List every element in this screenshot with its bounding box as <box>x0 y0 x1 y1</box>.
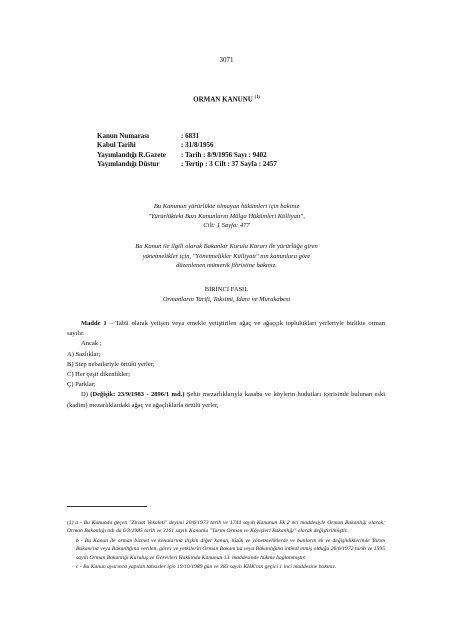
footnote-divider <box>67 506 147 507</box>
note-line: Bu Kanunun yürürlükte olmayan hükümleri için bakınız <box>153 203 300 210</box>
article-1-paragraph <box>67 319 385 339</box>
repealed-provisions-note <box>0 202 453 231</box>
note-line: düzenlenen mümerik fihristine bakınız. <box>176 262 277 270</box>
item-d-text: Şehir mezarlıklarıyla kasaba ve köylerin hudutları içerisinde bulunan eski (kadim) mezarlıklardaki ağaç ve ağaçlıklarla örtülü yerler, <box>67 391 385 409</box>
article-ancak: Ancak ; <box>81 340 102 348</box>
section-header <box>0 285 453 305</box>
meta-value: : Tarih : 8/9/1956 Sayı : 9402 <box>181 150 267 159</box>
meta-key: Kanun Numarası <box>97 132 149 140</box>
footnote-c: c - Bu Kanun uyarınca yapılan tahsisler için 19/10/1989 gün ve 383 sayılı KHK'nin geçici 1 inci maddesine bakınız. <box>76 564 337 571</box>
footnote-b: b - Bu Kanun ile orman bizmet ve konularına ilişkin diğer kanun, tüzük ve yönetmeliklerde ve bunların ek ve değişikliklerinde Tarım Bakanı'na veya Bakanlığına verilen, görev ve yetkilerin Orman Bakanı'na veya Bakanlığına intikal etmiş olduğu 26/6/1972 tarih ve 1595 sayılı Orman Bakanlığı Kuruluş ve Görevleri Hakkında Kanunun 13. maddesinde hükme bağlanmıştır. <box>76 537 385 561</box>
page-number: 3071 <box>219 56 234 64</box>
note-line: Bu Kanun ile ilgili olarak Bakanlar Kurulu Kararı ile yürürlüğe giren <box>135 243 318 250</box>
title-footnote-ref: (1) <box>254 94 260 99</box>
meta-key: Yayımlandığı Düstur <box>97 159 160 168</box>
meta-value: : 31/8/1956 <box>181 141 214 150</box>
meta-value: : 6831 <box>181 132 200 140</box>
law-title-text: ORMAN KANUNU <box>193 95 253 104</box>
footnotes <box>67 519 385 572</box>
item-d-prefix: D) <box>81 391 91 399</box>
note-line: "Yürürlükteki Bazı Kanunların Mülga Hükümleri Külliyatı", <box>148 212 305 220</box>
law-title <box>0 94 453 103</box>
section-heading: BİRİNCİ FASIL <box>204 286 249 293</box>
regulations-note <box>0 242 453 271</box>
list-item: B) Step nebatlariyle örtülü yerler; <box>67 360 155 368</box>
note-line: Cilt: 1 Sayfa: 477 <box>203 222 250 230</box>
list-item: C) Her çeşit dikenlikler; <box>67 371 130 379</box>
amendment-note: (Değişik: 23/9/1983 - 2896/1 md.) <box>90 391 185 399</box>
list-item: Ç) Parklar; <box>67 381 96 389</box>
article-label: Madde 1 <box>81 320 107 327</box>
footnote-a: (1) a - Bu Kanunda geçen "Ziraat Vekaleti" deyimi 20/6/1973 tarih ve 1744 sayılı Kanunun Ek 2 nci maddesiyle Orman Bakanlığı olarak; Orman Bakanlığı adı da 6/3/1985 tarih ve 3161 sayılı Kanunla "Tarım Orman ve Köyişleri Bakanlığı" olarak değiştirilmiştir. <box>67 520 385 535</box>
meta-row <box>97 141 277 150</box>
section-subheading: Ormanların Tarifi, Taksimi, İdare ve Murakabesi <box>162 295 291 303</box>
meta-row <box>97 151 277 160</box>
meta-row <box>97 132 277 141</box>
meta-key: Kabul Tarihi <box>97 141 136 150</box>
article-1 <box>67 319 385 411</box>
article-text: – Tabii olarak yetişen veya emekle yetiştirilen ağaç ve ağaççık toplulukları yerleriyle birlikte orman sayılır. <box>67 320 385 338</box>
list-item-d <box>67 390 385 410</box>
meta-key: Yayımlandığı R.Gazete <box>97 150 166 159</box>
note-line: yönetmelikler için, "Yönetmelikler Külliyatı" nın kanunlara göre <box>142 252 311 260</box>
meta-value: : Tertip : 3 Cilt : 37 Sayfa : 2457 <box>181 159 277 168</box>
law-metadata <box>97 132 277 169</box>
list-item: A) Sazlıklar; <box>67 350 101 358</box>
meta-row <box>97 160 277 169</box>
